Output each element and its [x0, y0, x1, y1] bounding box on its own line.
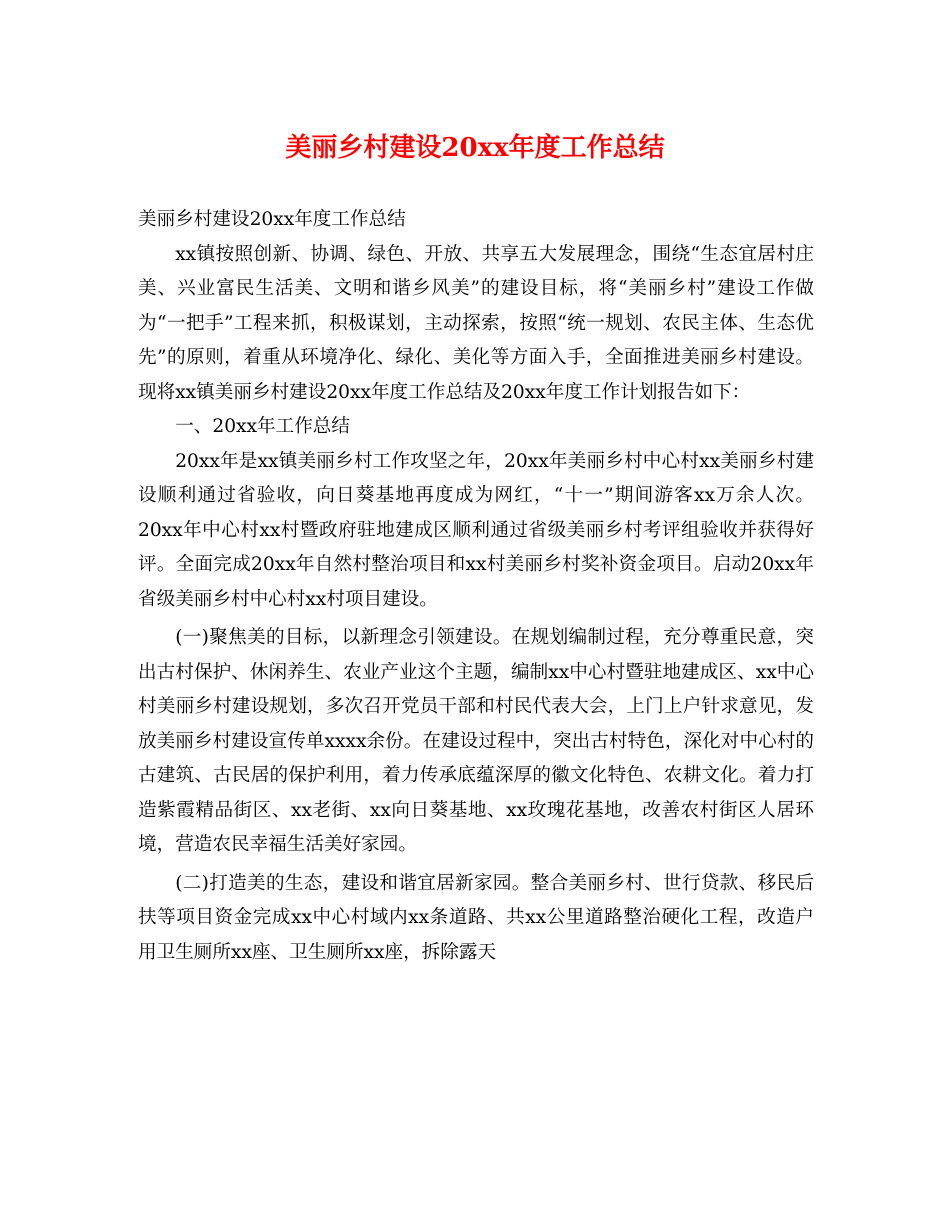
section-heading: 一、20xx年工作总结: [175, 416, 350, 437]
paragraph-summary: 20xx年是xx镇美丽乡村工作攻坚之年，20xx年美丽乡村中心村xx美丽乡村建设顺利通过省验收，向日葵基地再度成为网红，“十一”期间游客xx万余人次。20xx年中心村xx村暨政府驻地建成区顺利通过省级美丽乡村考评组验收并获得好评。全面完成20xx年自然村整治项目和xx村美丽乡村奖补资金项目。启动20xx年省级美丽乡村中心村xx村项目建设。: [138, 450, 814, 610]
document-body: [138, 203, 814, 970]
paragraph-item-2: (二)打造美的生态，建设和谐宜居新家园。整合美丽乡村、世行贷款、移民后扶等项目资金完成xx中心村域内xx条道路、共xx公里道路整治硬化工程，改造户用卫生厕所xx座、卫生厕所xx座，拆除露天: [138, 872, 814, 963]
document-title: 美丽乡村建设20xx年度工作总结: [285, 133, 665, 163]
paragraph-intro: xx镇按照创新、协调、绿色、开放、共享五大发展理念，围绕“生态宜居村庄美、兴业富民生活美、文明和谐乡风美”的建设目标，将“美丽乡村”建设工作做为“一把手”工程来抓，积极谋划，主动探索，按照“统一规划、农民主体、生态优先”的原则，着重从环境净化、绿化、美化等方面入手，全面推进美丽乡村建设。现将xx镇美丽乡村建设20xx年度工作总结及20xx年度工作计划报告如下：: [138, 243, 814, 403]
paragraph-subtitle: 美丽乡村建设20xx年度工作总结: [138, 209, 406, 230]
paragraph-item-1: (一)聚焦美的目标，以新理念引领建设。在规划编制过程，充分尊重民意，突出古村保护、休闲养生、农业产业这个主题，编制xx中心村暨驻地建成区、xx中心村美丽乡村建设规划，多次召开党员干部和村民代表大会，上门上户针求意见，发放美丽乡村建设宣传单xxxx余份。在建设过程中，突出古村特色，深化对中心村的古建筑、古民居的保护利用，着力传承底蕴深厚的徽文化特色、农耕文化。着力打造紫霞精品街区、xx老街、xx向日葵基地、xx玫瑰花基地，改善农村街区人居环境，营造农民幸福生活美好家园。: [138, 627, 814, 855]
